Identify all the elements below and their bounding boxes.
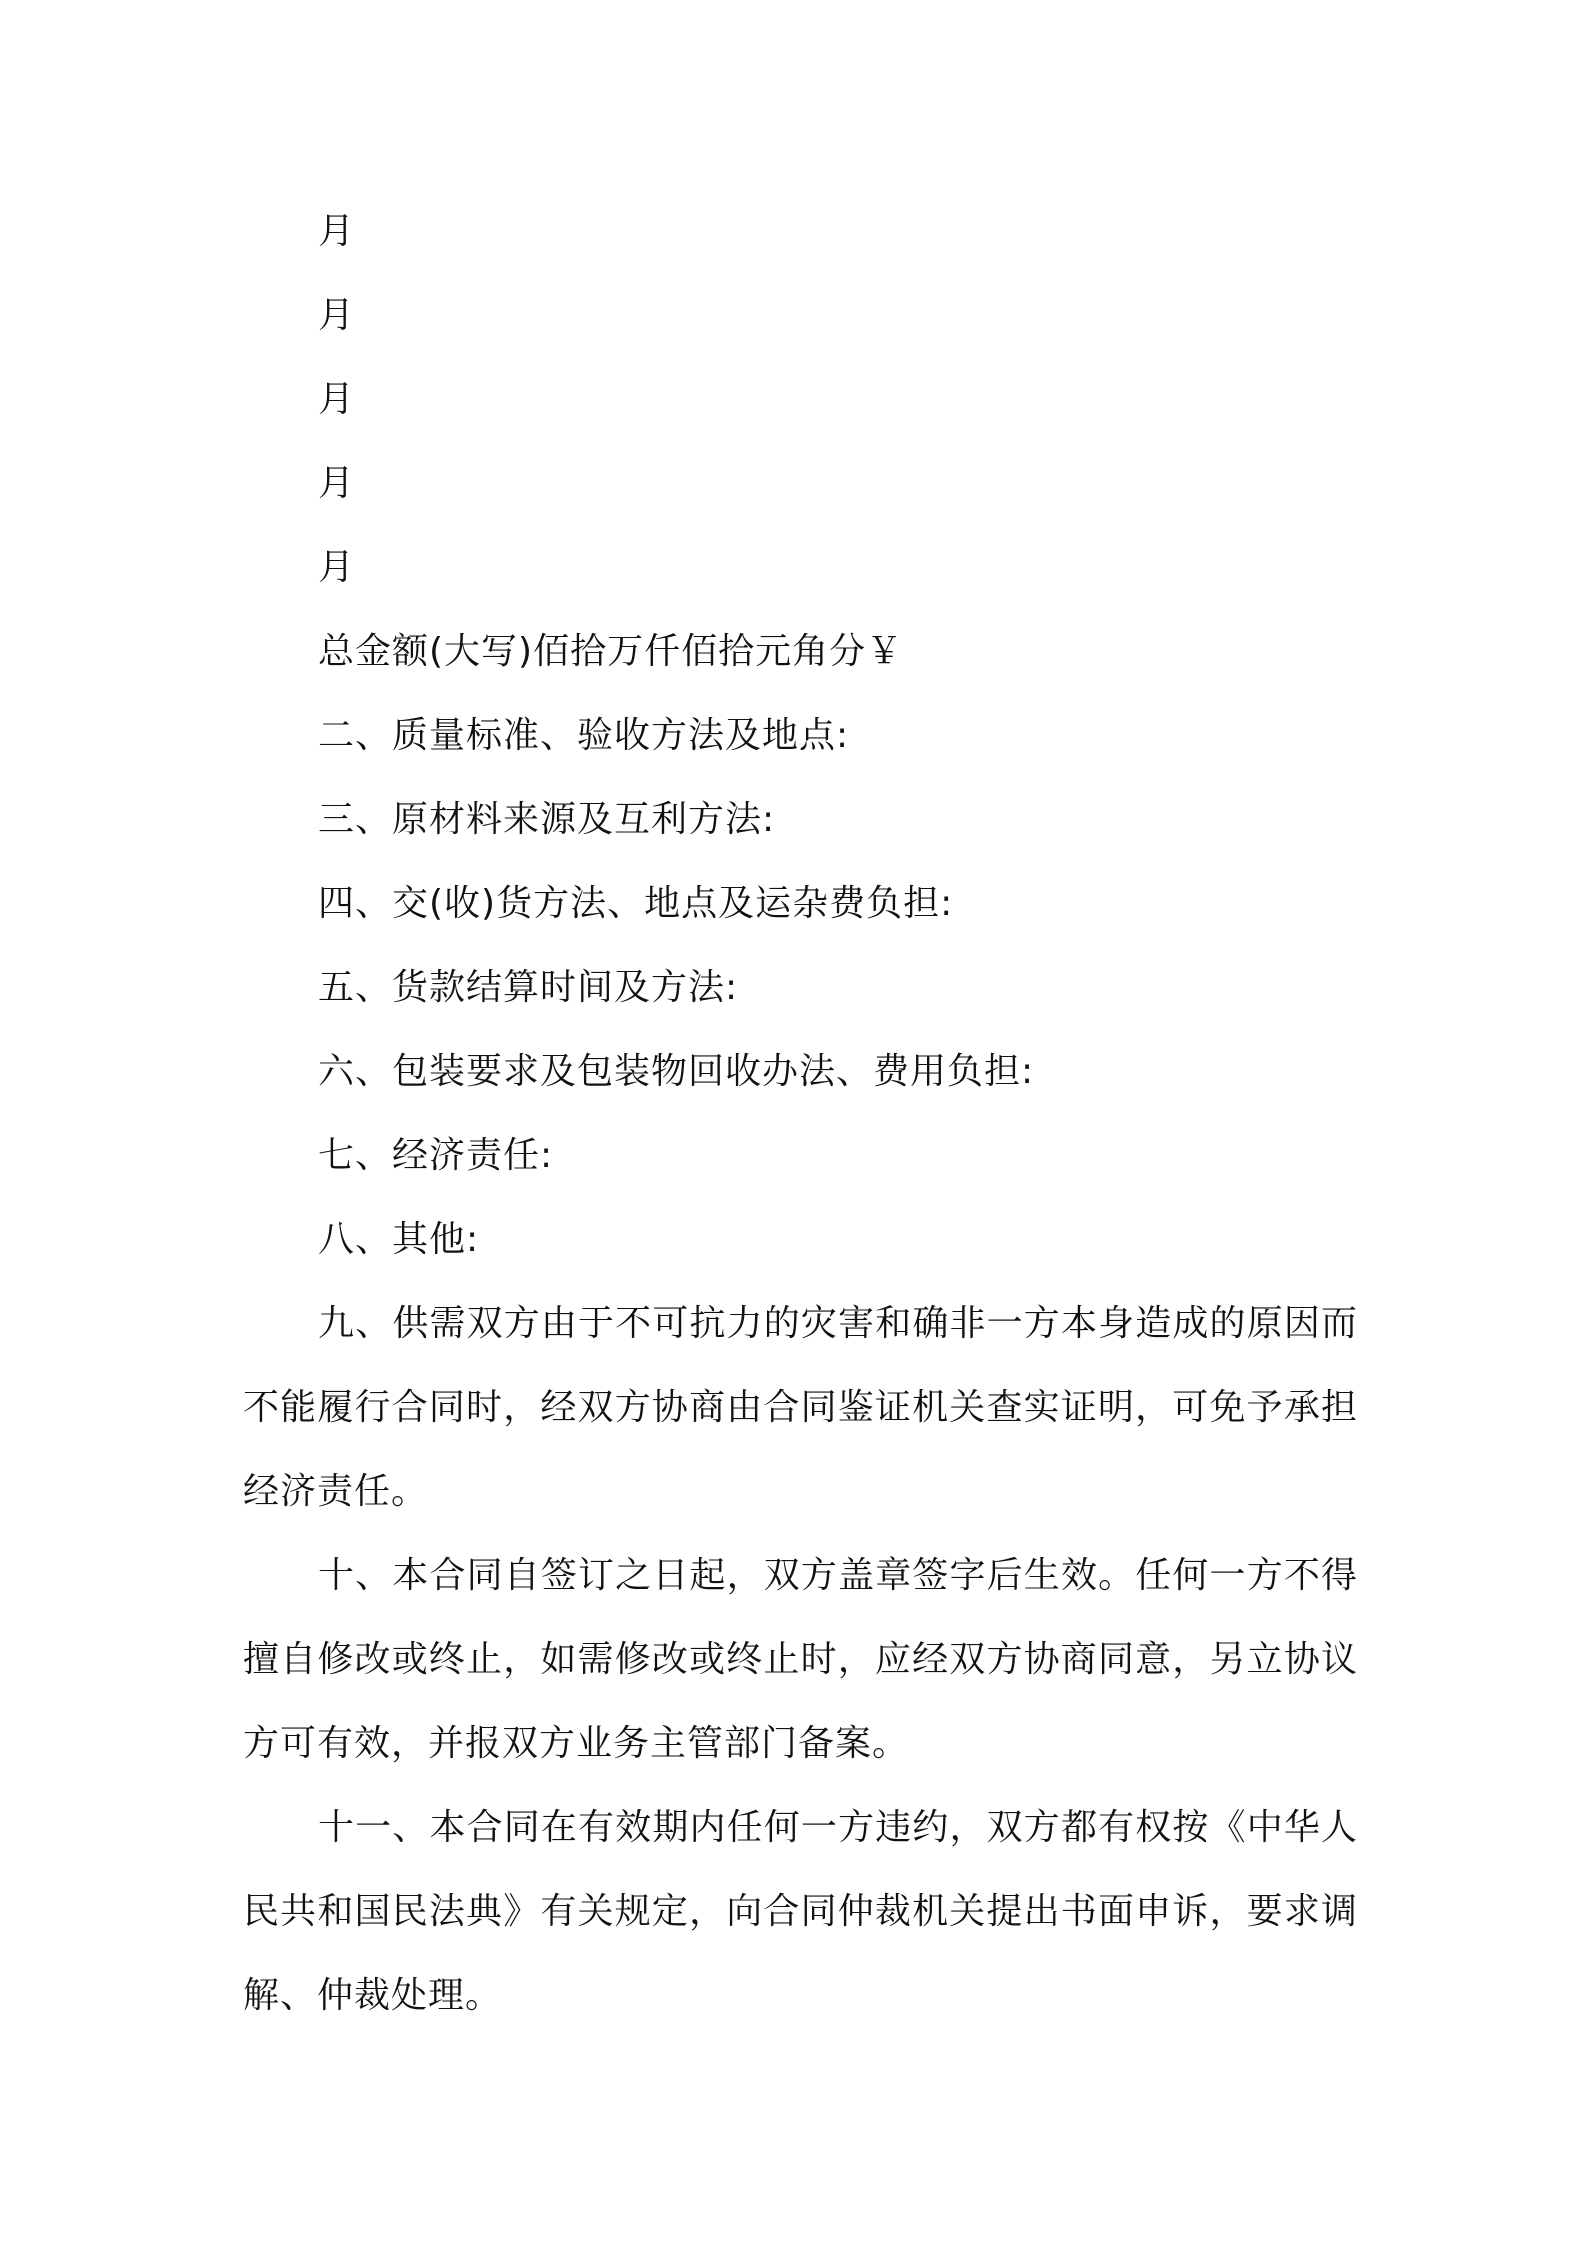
clause-force-majeure: 九、供需双方由于不可抗力的灾害和确非一方本身造成的原因而不能履行合同时，经双方协商由合同鉴证机关查实证明，可免予承担经济责任。 — [243, 1303, 1358, 1512]
clause-packaging: 六、包装要求及包装物回收办法、费用负担: — [318, 1051, 1035, 1092]
clause-quality: 二、质量标准、验收方法及地点: — [318, 715, 850, 756]
month-line: 月 — [318, 463, 356, 504]
total-amount-line: 总金额(大写)佰拾万仟佰拾元角分￥ — [318, 631, 904, 672]
month-line: 月 — [318, 547, 356, 588]
clause-liability: 七、经济责任: — [318, 1135, 554, 1176]
month-line: 月 — [318, 295, 356, 336]
clause-materials: 三、原材料来源及互利方法: — [318, 799, 776, 840]
clause-effectiveness: 十、本合同自签订之日起，双方盖章签字后生效。任何一方不得擅自修改或终止，如需修改或终止时，应经双方协商同意，另立协议方可有效，并报双方业务主管部门备案。 — [243, 1555, 1358, 1764]
contract-body — [243, 190, 1358, 2038]
clause-payment: 五、货款结算时间及方法: — [318, 967, 739, 1008]
clause-other: 八、其他: — [318, 1219, 480, 1260]
month-line: 月 — [318, 379, 356, 420]
clause-dispute: 十一、本合同在有效期内任何一方违约，双方都有权按《中华人民共和国民法典》有关规定，向合同仲裁机关提出书面申诉，要求调解、仲裁处理。 — [243, 1807, 1358, 2016]
month-line: 月 — [318, 211, 356, 252]
clause-delivery: 四、交(收)货方法、地点及运杂费负担: — [318, 883, 954, 924]
